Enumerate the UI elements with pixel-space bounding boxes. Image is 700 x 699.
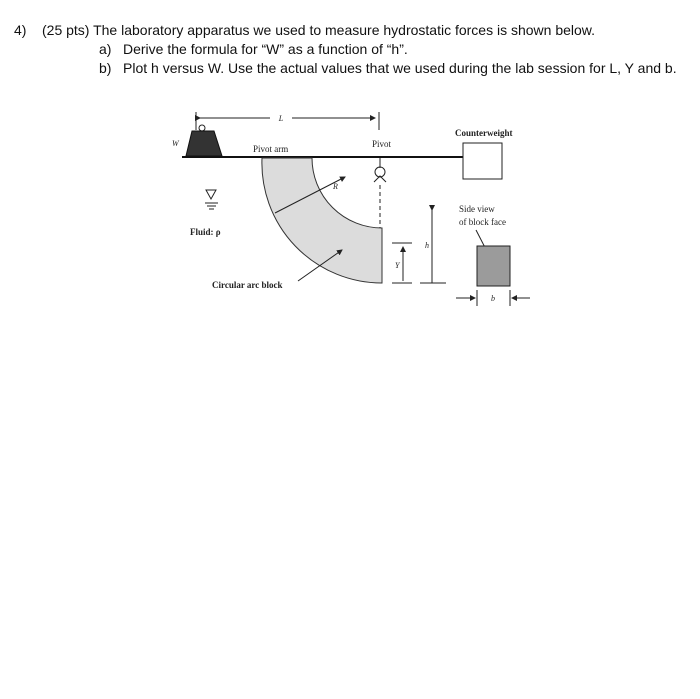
h-dimension — [420, 210, 446, 283]
part-a-text: Derive the formula for “W” as a function of “h”. — [123, 41, 408, 57]
circular-arc-block-label: Circular arc block — [212, 280, 283, 290]
b-dimension-label: b — [491, 294, 495, 303]
b-dimension — [456, 290, 530, 306]
side-view-label-line1: Side view — [459, 204, 495, 214]
radius-label: R — [333, 182, 338, 191]
length-label: L — [278, 114, 284, 123]
counterweight-box — [463, 143, 502, 179]
length-dimension — [196, 112, 379, 130]
fluid-label: Fluid: ρ — [190, 227, 221, 237]
y-dimension-label: Y — [395, 261, 400, 270]
h-dimension-label: h — [425, 241, 429, 250]
side-view-label-line2: of block face — [459, 217, 506, 227]
block-face-side-view — [477, 246, 510, 286]
part-a-label: a) — [99, 41, 112, 57]
counterweight-label: Counterweight — [455, 128, 513, 138]
pivot-label: Pivot — [372, 139, 392, 149]
part-b-text: Plot h versus W. Use the actual values that we used during the lab session for L, Y and b. — [123, 60, 677, 76]
pivot-arm-label: Pivot arm — [253, 144, 289, 154]
part-b-label: b) — [99, 60, 112, 76]
y-dimension — [392, 243, 412, 283]
fluid-surface-symbol — [205, 190, 218, 209]
weight-label: W — [172, 139, 179, 148]
question-number: 4) — [14, 22, 27, 38]
question-text: (25 pts) The laboratory apparatus we used to measure hydrostatic forces is shown below. — [42, 22, 596, 38]
weight-block — [172, 125, 222, 156]
